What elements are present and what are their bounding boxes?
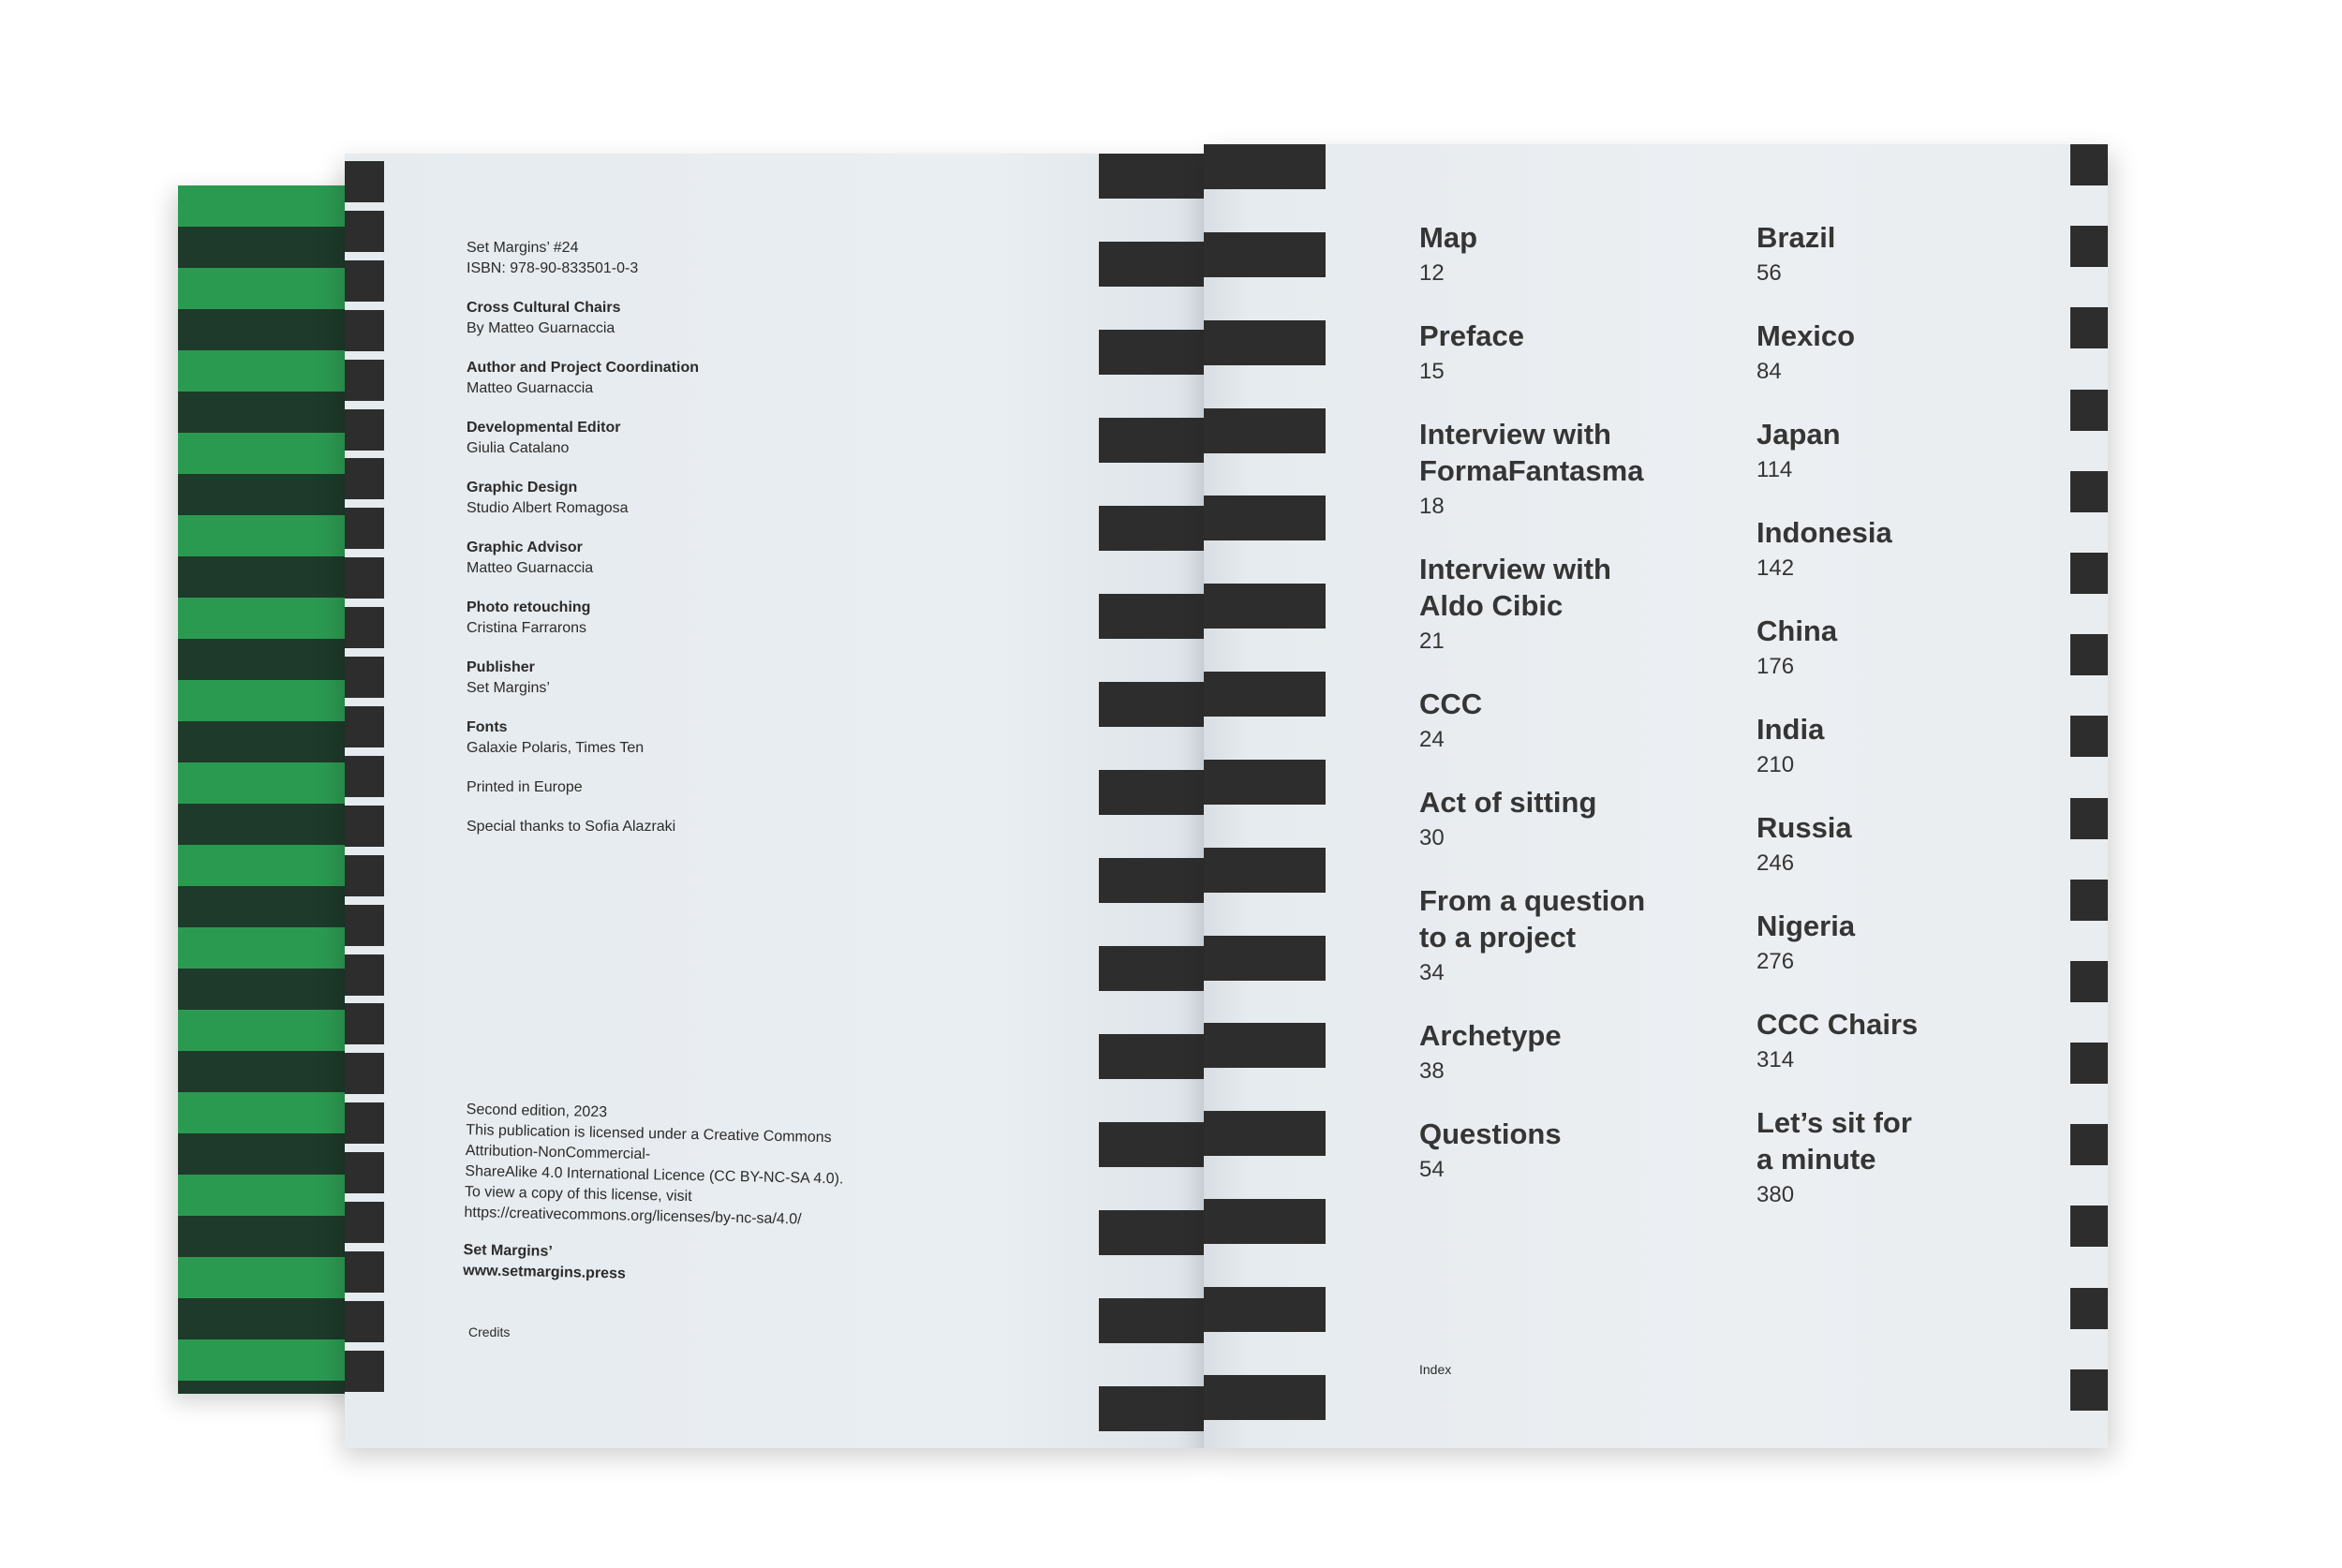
spine-bar [1099, 858, 1211, 903]
edge-bar [345, 360, 384, 401]
index-entry-title: Japan [1756, 418, 1841, 451]
credit-name: Studio Albert Romagosa [467, 500, 629, 516]
index-column-1 [1419, 219, 1710, 1214]
credit-role: Fonts [467, 719, 508, 735]
index-entry [1419, 551, 1710, 658]
license-line: This publication is licensed under a Creative Commons [466, 1121, 832, 1146]
spine-bar [1099, 242, 1211, 287]
spine-bar [1204, 496, 1326, 540]
index-entry-title: India [1756, 713, 1825, 746]
edge-bar [2070, 880, 2108, 921]
spine-bar [1204, 232, 1326, 277]
index-entry-title: Preface [1419, 319, 1525, 352]
index-entry [1756, 318, 2019, 388]
left-page-credits [345, 154, 1211, 1448]
index-entry [1419, 686, 1710, 756]
spine-bar [1204, 848, 1326, 893]
edge-bar [345, 458, 384, 499]
index-entry-page: 380 [1756, 1182, 1795, 1207]
index-entry-title: Archetype [1419, 1019, 1562, 1052]
index-entry [1756, 711, 2019, 781]
index-entry-page: 276 [1756, 949, 1795, 974]
edge-bar [2070, 798, 2108, 839]
edge-bar [345, 1152, 384, 1193]
index-entry-page: 84 [1756, 359, 1782, 384]
edge-bar [345, 508, 384, 549]
printed-note [467, 777, 954, 798]
green-striped-cover [178, 185, 365, 1394]
printed-in: Printed in Europe [467, 779, 583, 795]
edge-bar [345, 1301, 384, 1342]
isbn: ISBN: 978-90-833501-0-3 [467, 260, 639, 276]
index-entry-title: Mexico [1756, 319, 1856, 352]
credit-role: Graphic Design [467, 480, 578, 496]
index-entry-page: 24 [1419, 727, 1445, 752]
spine-bar [1099, 1034, 1211, 1079]
edge-bar [2070, 1043, 2108, 1084]
credit-group [467, 717, 954, 759]
index-entry-title: Brazil [1756, 221, 1836, 254]
credit-role: Developmental Editor [467, 420, 621, 436]
publisher-website: www.setmargins.press [463, 1262, 627, 1282]
edge-bar [345, 756, 384, 797]
index-entry [1756, 514, 2019, 584]
index-entry-page: 38 [1419, 1058, 1445, 1084]
index-entry [1756, 219, 2019, 289]
spine-bar [1204, 1199, 1326, 1244]
spine-bar [1099, 682, 1211, 727]
credit-group [467, 478, 954, 519]
index-entry-page: 176 [1756, 654, 1795, 679]
edge-bar [345, 161, 384, 202]
index-entry [1756, 809, 2019, 880]
spine-bar [1204, 320, 1326, 365]
right-edge-bars [2070, 144, 2108, 1448]
credit-name: Cristina Farrarons [467, 620, 587, 636]
edge-bar [345, 1251, 384, 1293]
spine-bar [1204, 1111, 1326, 1156]
index-entry-title: CCC Chairs [1756, 1008, 1919, 1041]
index-entry-page: 142 [1756, 555, 1795, 581]
right-spine-bars [1204, 144, 1326, 1448]
index-entry [1756, 613, 2019, 683]
spine-bar [1099, 594, 1211, 639]
index-entry [1756, 416, 2019, 486]
index-entry [1419, 784, 1710, 854]
publisher-name: Set Margins’ [463, 1241, 553, 1260]
credit-group [467, 598, 954, 639]
credit-group [467, 418, 954, 459]
index-entry-title: Interview with FormaFantasma [1419, 418, 1644, 487]
edge-bar [345, 260, 384, 302]
index-entry-title: Nigeria [1756, 910, 1856, 942]
edge-bar [2070, 390, 2108, 431]
spine-bar [1099, 506, 1211, 551]
edge-bar [2070, 307, 2108, 348]
license-line: ShareAlike 4.0 International Licence (CC BY-NC-SA 4.0). [465, 1162, 844, 1188]
credit-groups [467, 298, 954, 759]
index-entry [1756, 1104, 2019, 1211]
spine-bar [1204, 936, 1326, 981]
spine-bar [1204, 1023, 1326, 1068]
license-block [463, 1100, 954, 1292]
page-footer-index: Index [1419, 1362, 1452, 1377]
credit-name: Set Margins’ [467, 680, 550, 696]
index-entry-title: Russia [1756, 811, 1852, 844]
edge-bar [2070, 1206, 2108, 1247]
credit-name: Galaxie Polaris, Times Ten [467, 740, 645, 756]
index-entry-page: 30 [1419, 825, 1445, 851]
index-entry-title: From a question to a project [1419, 884, 1646, 954]
edge-bar [345, 1351, 384, 1392]
spine-bar [1099, 770, 1211, 815]
credit-group [467, 358, 954, 399]
license-lines [464, 1100, 954, 1234]
spine-bar [1099, 946, 1211, 991]
index-entry-title: Map [1419, 221, 1477, 254]
edge-bar [345, 211, 384, 252]
index-entry-title: Let’s sit for a minute [1756, 1106, 1912, 1176]
index-entry-title: CCC [1419, 688, 1483, 720]
index-entry-title: Interview with Aldo Cibic [1419, 553, 1611, 622]
index-entry [1756, 1006, 2019, 1076]
license-line: To view a copy of this license, visit [464, 1183, 692, 1206]
index-entry-page: 12 [1419, 260, 1445, 286]
spine-bar [1099, 418, 1211, 463]
edge-bar [2070, 1369, 2108, 1411]
edge-bar [2070, 553, 2108, 594]
index-entry-page: 314 [1756, 1047, 1795, 1072]
credit-group [467, 298, 954, 339]
edge-bar [345, 1003, 384, 1044]
index-entry-page: 246 [1756, 851, 1795, 876]
edge-bar [345, 806, 384, 847]
edge-bar [345, 1202, 384, 1243]
index-entry [1419, 882, 1710, 989]
index-entry-page: 15 [1419, 359, 1445, 384]
spine-bar [1099, 1122, 1211, 1167]
credit-name: Matteo Guarnaccia [467, 380, 594, 396]
license-line: https://creativecommons.org/licenses/by-nc-sa/4.0/ [464, 1204, 802, 1228]
thanks-note [467, 817, 954, 837]
edge-bar [2070, 1288, 2108, 1329]
edge-bar [345, 657, 384, 698]
index-entry-title: Act of sitting [1419, 786, 1597, 819]
edge-bar [345, 1102, 384, 1144]
left-edge-bars [345, 154, 384, 1448]
spine-bar [1204, 408, 1326, 453]
license-line: Second edition, 2023 [466, 1101, 608, 1121]
index-entry-page: 114 [1756, 457, 1793, 482]
index-column-2 [1756, 219, 2019, 1239]
edge-bar [345, 310, 384, 351]
edge-bar [345, 607, 384, 648]
spine-bar [1204, 1287, 1326, 1332]
credit-group [467, 538, 954, 579]
credit-role: Author and Project Coordination [467, 360, 699, 376]
credit-role: Cross Cultural Chairs [467, 300, 621, 316]
index-entry [1419, 1116, 1710, 1186]
edge-bar [345, 855, 384, 896]
edge-bar [345, 706, 384, 747]
edge-bar [2070, 226, 2108, 267]
edge-bar [2070, 716, 2108, 757]
right-page-index [1204, 144, 2108, 1448]
credit-role: Photo retouching [467, 599, 591, 615]
credit-name: By Matteo Guarnaccia [467, 320, 615, 336]
spine-bar [1204, 144, 1326, 189]
index-entry [1419, 416, 1710, 523]
edge-bar [345, 409, 384, 451]
special-thanks: Special thanks to Sofia Alazraki [467, 819, 676, 835]
credit-role: Publisher [467, 659, 535, 675]
edge-bar [345, 1053, 384, 1094]
edge-bar [345, 905, 384, 946]
credits-block [467, 238, 954, 856]
spine-bar [1204, 760, 1326, 805]
edge-bar [2070, 634, 2108, 675]
page-footer-credits: Credits [468, 1324, 511, 1339]
credit-role: Graphic Advisor [467, 540, 583, 555]
spine-bar [1204, 584, 1326, 629]
spine-bar [1099, 1386, 1211, 1431]
edge-bar [2070, 471, 2108, 512]
edge-bar [2070, 961, 2108, 1002]
index-entry-page: 21 [1419, 629, 1445, 654]
edge-bar [2070, 1124, 2108, 1165]
credit-name: Giulia Catalano [467, 440, 570, 456]
index-entry-page: 54 [1419, 1157, 1445, 1182]
index-entry-title: Questions [1419, 1117, 1562, 1150]
credits-header [467, 238, 954, 279]
edge-bar [345, 557, 384, 599]
edge-bar [2070, 144, 2108, 185]
spine-bar [1099, 330, 1211, 375]
spine-bar [1204, 672, 1326, 717]
spine-bar [1204, 1375, 1326, 1420]
index-entry-page: 210 [1756, 752, 1795, 777]
index-entry [1419, 318, 1710, 388]
license-line: Attribution-NonCommercial- [465, 1142, 651, 1163]
credit-group [467, 658, 954, 699]
index-entry-title: Indonesia [1756, 516, 1892, 549]
index-entry-title: China [1756, 614, 1838, 647]
index-entry [1419, 219, 1710, 289]
left-spine-bars [1099, 154, 1211, 1448]
spine-bar [1099, 154, 1211, 199]
index-entry-page: 34 [1419, 960, 1445, 985]
index-entry-page: 56 [1756, 260, 1782, 286]
series-number: Set Margins’ #24 [467, 240, 579, 256]
spine-bar [1099, 1210, 1211, 1255]
edge-bar [345, 954, 384, 996]
spine-bar [1099, 1298, 1211, 1343]
index-entry-page: 18 [1419, 494, 1445, 519]
index-entry [1419, 1017, 1710, 1087]
credit-name: Matteo Guarnaccia [467, 560, 594, 576]
index-entry [1756, 908, 2019, 978]
